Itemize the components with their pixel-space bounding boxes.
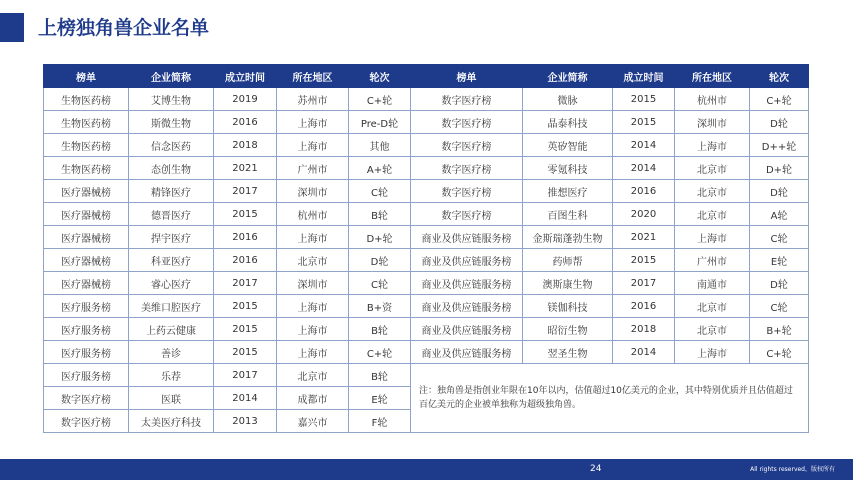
- page-title: 上榜独角兽企业名单: [38, 17, 210, 39]
- table-cell: D++轮: [750, 134, 809, 157]
- table-cell: C+轮: [750, 88, 809, 111]
- table-cell: 商业及供应链服务榜: [411, 295, 523, 318]
- table-cell: 深圳市: [675, 111, 750, 134]
- table-cell: 商业及供应链服务榜: [411, 318, 523, 341]
- table-cell: C+轮: [349, 88, 411, 111]
- table-cell: 商业及供应链服务榜: [411, 249, 523, 272]
- table-cell: D轮: [349, 249, 411, 272]
- column-header: 轮次: [349, 65, 411, 88]
- table-cell: E轮: [349, 387, 411, 410]
- table-cell: 2014: [214, 387, 277, 410]
- table-cell: 成都市: [277, 387, 349, 410]
- table-cell: 生物医药榜: [44, 134, 129, 157]
- table-cell: 太美医疗科技: [129, 410, 214, 433]
- table-cell: 商业及供应链服务榜: [411, 341, 523, 364]
- table-cell: 北京市: [675, 157, 750, 180]
- table-cell: 2014: [613, 341, 675, 364]
- table-row: [44, 111, 809, 134]
- table-row: [44, 203, 809, 226]
- table-cell: 商业及供应链服务榜: [411, 272, 523, 295]
- page-number: 24: [590, 464, 602, 474]
- table-cell: 德晋医疗: [129, 203, 214, 226]
- table-cell: 数字医疗榜: [411, 134, 523, 157]
- table-cell: 生物医药榜: [44, 88, 129, 111]
- table-cell: 艾博生物: [129, 88, 214, 111]
- table-cell: 上海市: [277, 341, 349, 364]
- table-cell: 晶泰科技: [523, 111, 613, 134]
- table-cell: 医疗器械榜: [44, 180, 129, 203]
- table-cell: 数字医疗榜: [411, 157, 523, 180]
- table-cell: 其他: [349, 134, 411, 157]
- table-cell: 睿心医疗: [129, 272, 214, 295]
- table-cell: D+轮: [750, 157, 809, 180]
- table-cell: 2019: [214, 88, 277, 111]
- table-cell: 嘉兴市: [277, 410, 349, 433]
- table-cell: 上海市: [675, 226, 750, 249]
- column-header: 成立时间: [613, 65, 675, 88]
- table-cell: 金斯瑞蓬勃生物: [523, 226, 613, 249]
- copyright-text: All rights reserved，版权所有: [750, 466, 835, 473]
- table-cell: 广州市: [675, 249, 750, 272]
- table-cell: B+轮: [750, 318, 809, 341]
- table-cell: 2016: [214, 226, 277, 249]
- table-cell: 上海市: [277, 318, 349, 341]
- table-cell: 上海市: [277, 226, 349, 249]
- table-cell: 医疗服务榜: [44, 341, 129, 364]
- table-cell: 医疗器械榜: [44, 203, 129, 226]
- table-cell: 上海市: [277, 295, 349, 318]
- table-cell: 南通市: [675, 272, 750, 295]
- table-cell: 数字医疗榜: [411, 180, 523, 203]
- column-header: 所在地区: [277, 65, 349, 88]
- table-cell: 药师帮: [523, 249, 613, 272]
- column-header: 榜单: [411, 65, 523, 88]
- table-cell: 医疗服务榜: [44, 295, 129, 318]
- column-header: 轮次: [750, 65, 809, 88]
- table-cell: 善诊: [129, 341, 214, 364]
- table-row: [44, 180, 809, 203]
- table-cell: 2015: [214, 318, 277, 341]
- table-cell: 澳斯康生物: [523, 272, 613, 295]
- table-cell: 推想医疗: [523, 180, 613, 203]
- table-cell: 乐荐: [129, 364, 214, 387]
- table-cell: 2015: [214, 341, 277, 364]
- table-cell: 2015: [214, 295, 277, 318]
- column-header: 所在地区: [675, 65, 750, 88]
- table-cell: 镁伽科技: [523, 295, 613, 318]
- table-cell: 数字医疗榜: [44, 387, 129, 410]
- table-cell: C+轮: [750, 341, 809, 364]
- table-cell: C轮: [750, 226, 809, 249]
- table-cell: 数字医疗榜: [44, 410, 129, 433]
- table-cell: 2016: [613, 180, 675, 203]
- table-cell: B轮: [349, 318, 411, 341]
- table-cell: D轮: [750, 180, 809, 203]
- unicorn-list-table: [43, 64, 809, 433]
- table-cell: 医疗器械榜: [44, 249, 129, 272]
- table-cell: 2020: [613, 203, 675, 226]
- table-cell: 上海市: [277, 111, 349, 134]
- table-cell: 北京市: [675, 295, 750, 318]
- table-cell: 深圳市: [277, 272, 349, 295]
- table-cell: 数字医疗榜: [411, 203, 523, 226]
- table-cell: E轮: [750, 249, 809, 272]
- table-cell: 英矽智能: [523, 134, 613, 157]
- table-cell: 科亚医疗: [129, 249, 214, 272]
- table-cell: F轮: [349, 410, 411, 433]
- table-row: [44, 249, 809, 272]
- table-cell: 上海市: [675, 341, 750, 364]
- table-row: [44, 88, 809, 111]
- table-cell: 2014: [613, 157, 675, 180]
- table-cell: 生物医药榜: [44, 157, 129, 180]
- table-row: [44, 295, 809, 318]
- table-cell: A+轮: [349, 157, 411, 180]
- table-cell: 斯微生物: [129, 111, 214, 134]
- table-cell: B轮: [349, 203, 411, 226]
- table-cell: 数字医疗榜: [411, 111, 523, 134]
- table-cell: 医疗器械榜: [44, 226, 129, 249]
- table-cell: 捍宇医疗: [129, 226, 214, 249]
- table-cell: 杭州市: [675, 88, 750, 111]
- table-cell: 微脉: [523, 88, 613, 111]
- column-header: 榜单: [44, 65, 129, 88]
- table-cell: 深圳市: [277, 180, 349, 203]
- table-row: [44, 341, 809, 364]
- table-cell: 苏州市: [277, 88, 349, 111]
- table-cell: 数字医疗榜: [411, 88, 523, 111]
- table-cell: 2021: [214, 157, 277, 180]
- table-cell: 美维口腔医疗: [129, 295, 214, 318]
- table-cell: 零氪科技: [523, 157, 613, 180]
- table-cell: C轮: [349, 272, 411, 295]
- table-cell: 医疗服务榜: [44, 364, 129, 387]
- title-accent-bar: [0, 13, 24, 42]
- table-row: [44, 272, 809, 295]
- table-cell: 医疗服务榜: [44, 318, 129, 341]
- table-cell: 2015: [613, 88, 675, 111]
- table-cell: 生物医药榜: [44, 111, 129, 134]
- table-cell: 北京市: [675, 203, 750, 226]
- table-cell: 昭衍生物: [523, 318, 613, 341]
- table-cell: D轮: [750, 272, 809, 295]
- column-header: 企业简称: [523, 65, 613, 88]
- table-cell: D+轮: [349, 226, 411, 249]
- table-cell: 2021: [613, 226, 675, 249]
- table-cell: C轮: [349, 180, 411, 203]
- table-cell: 2017: [214, 272, 277, 295]
- table-cell: 2017: [214, 364, 277, 387]
- footer-bar: [0, 459, 853, 480]
- table-cell: 2018: [613, 318, 675, 341]
- table-cell: 北京市: [277, 249, 349, 272]
- table-cell: 2015: [613, 249, 675, 272]
- table-cell: A轮: [750, 203, 809, 226]
- table-cell: 2016: [613, 295, 675, 318]
- table-cell: 2018: [214, 134, 277, 157]
- footnote-text: 注：独角兽是指创业年限在10年以内，估值超过10亿美元的企业，其中特别优质并且估值超过百亿美元的企业被单独称为超级独角兽。: [411, 364, 809, 433]
- table-cell: 2016: [214, 249, 277, 272]
- table-cell: 信念医药: [129, 134, 214, 157]
- table-cell: C+轮: [349, 341, 411, 364]
- table-cell: D轮: [750, 111, 809, 134]
- table-cell: 2013: [214, 410, 277, 433]
- table-cell: 医联: [129, 387, 214, 410]
- table-cell: 北京市: [675, 180, 750, 203]
- table-row: [44, 318, 809, 341]
- table-cell: B轮: [349, 364, 411, 387]
- table-cell: 2015: [214, 203, 277, 226]
- table-cell: 2017: [214, 180, 277, 203]
- table-cell: 杭州市: [277, 203, 349, 226]
- table-cell: 2017: [613, 272, 675, 295]
- table-cell: B+资: [349, 295, 411, 318]
- table-cell: Pre-D轮: [349, 111, 411, 134]
- table-cell: 医疗器械榜: [44, 272, 129, 295]
- table-row: [44, 364, 809, 387]
- table-cell: 2016: [214, 111, 277, 134]
- table-cell: 广州市: [277, 157, 349, 180]
- column-header: 企业简称: [129, 65, 214, 88]
- table-cell: 上药云健康: [129, 318, 214, 341]
- table-cell: 2014: [613, 134, 675, 157]
- table-row: [44, 226, 809, 249]
- table-cell: 态创生物: [129, 157, 214, 180]
- table-cell: 商业及供应链服务榜: [411, 226, 523, 249]
- table-cell: 翌圣生物: [523, 341, 613, 364]
- table-row: [44, 157, 809, 180]
- table-cell: 北京市: [675, 318, 750, 341]
- table-cell: C轮: [750, 295, 809, 318]
- table-cell: 精锋医疗: [129, 180, 214, 203]
- table-cell: 上海市: [277, 134, 349, 157]
- table-cell: 上海市: [675, 134, 750, 157]
- table-header-row: [44, 65, 809, 88]
- table-cell: 百图生科: [523, 203, 613, 226]
- column-header: 成立时间: [214, 65, 277, 88]
- table-row: [44, 134, 809, 157]
- table-cell: 2015: [613, 111, 675, 134]
- table-cell: 北京市: [277, 364, 349, 387]
